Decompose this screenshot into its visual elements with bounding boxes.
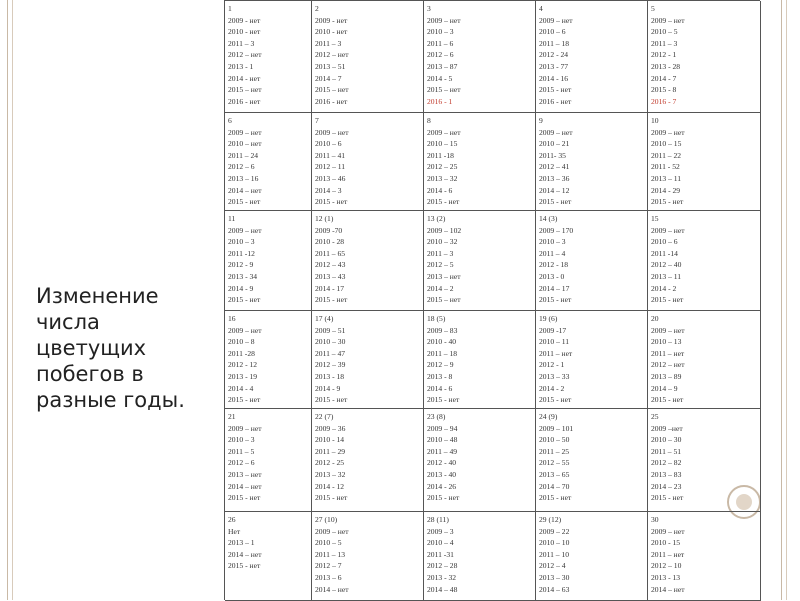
cell-line: 2011 – 65 [315, 248, 346, 258]
cell-line: 2012 – 55 [539, 458, 570, 468]
cell-line: 2012 – 43 [315, 260, 346, 270]
cell-line: 2010 – 30 [651, 435, 682, 445]
cell-line: 2013 – 30 [539, 572, 570, 582]
cell-line: 2010 – 3 [539, 237, 566, 247]
cell-line: 2010 – 11 [539, 337, 570, 347]
cell-line: 2014 - нет [228, 73, 261, 83]
cell-line: 2014 – нет [228, 549, 262, 559]
cell-line: 2013 – 87 [427, 61, 458, 71]
table-cell [225, 113, 312, 211]
cell-line: 2012 - 18 [539, 260, 569, 270]
cell-line: 2012 – 25 [427, 162, 458, 172]
cell-line: 2015 - нет [315, 295, 348, 305]
slide-frame-left [7, 0, 8, 600]
table-cell [312, 1, 424, 113]
cell-line: 2014 - 7 [651, 73, 677, 83]
cell-line: 2012 – 10 [651, 561, 682, 571]
cell-line: 2013 – 6 [315, 572, 342, 582]
cell-line: 2013 – 46 [315, 173, 346, 183]
cell-line: 2013 - 0 [539, 271, 565, 281]
cell-line: 2012 – 4 [539, 561, 566, 571]
cell-line: 2009 – нет [651, 225, 685, 235]
cell-line: 2012 – 6 [427, 50, 454, 60]
cell-line: 2009 – нет [315, 127, 349, 137]
table-cell [424, 311, 536, 409]
cell-line: 2015 - нет [539, 395, 572, 405]
cell-line: 2009 - нет [228, 15, 261, 25]
cell-line: 2014 - 12 [315, 481, 345, 491]
cell-line: 2009 – нет [228, 325, 262, 335]
cell-number: 19 (6) [539, 314, 558, 323]
table-cell [424, 1, 536, 113]
cell-line: 2009 – нет [651, 15, 685, 25]
cell-line: 2013 - 32 [427, 572, 457, 582]
cell-line: 2014 – 7 [315, 73, 342, 83]
cell-line: 2014 – нет [315, 584, 349, 594]
cell-line: 2013 – 36 [539, 173, 570, 183]
cell-line: 2014 - 6 [427, 185, 453, 195]
cell-line: 2010 - 40 [427, 337, 457, 347]
cell-line: 2014 - 29 [651, 185, 681, 195]
cell-line: 2013 – нет [427, 271, 461, 281]
cell-line: 2011 -12 [228, 248, 255, 258]
cell-number: 21 [228, 412, 236, 421]
cell-line: 2014 – нет [651, 584, 685, 594]
cell-line: 2014 - 9 [228, 283, 254, 293]
cell-line: 2015 – нет [427, 295, 461, 305]
cell-line: 2010 - 15 [651, 538, 681, 548]
cell-line: 2015 – нет [315, 85, 349, 95]
cell-line: 2012 - 1 [539, 360, 565, 370]
table-cell [424, 409, 536, 512]
cell-line: 2012 – 41 [539, 162, 570, 172]
cell-line: 2011 – 3 [427, 248, 454, 258]
cell-line: 2011 – 47 [315, 348, 346, 358]
cell-line: 2015 - нет [427, 197, 460, 207]
cell-number: 15 [651, 214, 659, 223]
table-cell [648, 1, 761, 113]
cell-line: 2009 – нет [315, 526, 349, 536]
cell-line: 2014 - 6 [427, 383, 453, 393]
table-cell [536, 311, 648, 409]
cell-line: 2014 – 17 [539, 283, 570, 293]
cell-line: 2014 - 4 [228, 383, 254, 393]
cell-line: 2015 - нет [315, 197, 348, 207]
cell-number: 1 [228, 4, 232, 13]
cell-number: 23 (8) [427, 412, 446, 421]
cell-line: 2014 - 26 [427, 481, 457, 491]
table-cell [424, 113, 536, 211]
cell-number: 13 (2) [427, 214, 446, 223]
table-cell [536, 113, 648, 211]
cell-number: 8 [427, 116, 431, 125]
cell-line: 2010 – 50 [539, 435, 570, 445]
table-cell [225, 512, 312, 601]
cell-line: 2015 - нет [427, 493, 460, 503]
cell-line: 2009 – 94 [427, 423, 458, 433]
cell-line: 2013 – 89 [651, 371, 682, 381]
data-table [224, 0, 760, 600]
table-cell [225, 409, 312, 512]
cell-line: 2011 – 3 [228, 38, 255, 48]
cell-line: 2012 – нет [651, 360, 685, 370]
cell-line: 2015 - нет [315, 493, 348, 503]
cell-line: 2011 – 3 [315, 38, 342, 48]
cell-line: Нет [228, 526, 241, 536]
table-cell [424, 512, 536, 601]
table-cell [424, 211, 536, 311]
cell-line: 2009 -17 [539, 325, 567, 335]
cell-line: 2011 -31 [427, 549, 454, 559]
slide-frame-right-inner [786, 0, 787, 600]
cell-number: 6 [228, 116, 232, 125]
slide-frame-left-inner [12, 0, 13, 600]
table-cell [648, 211, 761, 311]
cell-line: 2013 – 32 [427, 173, 458, 183]
cell-line: 2010 – 5 [651, 27, 678, 37]
cell-line: 2013 - 13 [651, 572, 681, 582]
cell-line: 2015 - 8 [651, 85, 677, 95]
cell-line: 2012 – 7 [315, 561, 342, 571]
cell-line: 2012 - 12 [228, 360, 258, 370]
cell-line: 2011 - 52 [651, 162, 680, 172]
cell-line: 2011 – 24 [228, 150, 259, 160]
table-cell [648, 311, 761, 409]
cell-line: 2010 – 15 [427, 139, 458, 149]
cell-line: 2014 – 3 [315, 185, 342, 195]
cell-line: 2009 – нет [427, 127, 461, 137]
cell-number: 11 [228, 214, 236, 223]
cell-line: 2009 – нет [539, 127, 573, 137]
cell-line: 2011 – 25 [539, 446, 570, 456]
slide-title: Изменение числа цветущих побегов в разные годы. [36, 284, 185, 412]
cell-line: 2014 – 2 [427, 283, 454, 293]
cell-number: 20 [651, 314, 659, 323]
cell-line: 2013 - 40 [427, 469, 457, 479]
cell-line: 2015 - нет [539, 493, 572, 503]
cell-line: 2010 – 3 [228, 237, 255, 247]
cell-line: 2013 – 11 [651, 271, 682, 281]
cell-line: 2011 – 18 [539, 38, 570, 48]
cell-number: 24 (9) [539, 412, 558, 421]
cell-line: 2009 – 36 [315, 423, 346, 433]
cell-line: 2011 – 13 [315, 549, 346, 559]
cell-line: 2012 – 39 [315, 360, 346, 370]
cell-line: 2016 - 7 [651, 96, 677, 106]
cell-line: 2011 -28 [228, 348, 255, 358]
cell-number: 9 [539, 116, 543, 125]
cell-line: 2011 – 22 [651, 150, 682, 160]
slide-frame-right [781, 0, 782, 600]
cell-line: 2011 – 41 [315, 150, 346, 160]
cell-number: 14 (3) [539, 214, 558, 223]
cell-number: 7 [315, 116, 319, 125]
cell-line: 2013 – 51 [315, 61, 346, 71]
table-cell [536, 409, 648, 512]
cell-line: 2013 - 18 [315, 371, 345, 381]
cell-number: 25 [651, 412, 659, 421]
cell-number: 4 [539, 4, 543, 13]
cell-line: 2016 - нет [315, 96, 348, 106]
cell-line: 2013 - 8 [427, 371, 453, 381]
cell-line: 2013 – 65 [539, 469, 570, 479]
cell-line: 2009 –нет [651, 423, 683, 433]
cell-number: 3 [427, 4, 431, 13]
cell-line: 2016 - нет [539, 96, 572, 106]
table-cell [312, 512, 424, 601]
cell-line: 2010 – 8 [228, 337, 255, 347]
cell-line: 2013 – 32 [315, 469, 346, 479]
cell-line: 2014 - 9 [315, 383, 341, 393]
cell-line: 2012 – 6 [228, 162, 255, 172]
cell-line: 2015 – нет [228, 85, 262, 95]
table-cell [312, 113, 424, 211]
cell-line: 2015 - нет [651, 295, 684, 305]
cell-line: 2010 – 21 [539, 139, 570, 149]
cell-line: 2012 – 5 [427, 260, 454, 270]
cell-line: 2009 – нет [651, 526, 685, 536]
cell-line: 2013 – 83 [651, 469, 682, 479]
cell-line: 2015 - нет [427, 395, 460, 405]
cell-line: 2012 – 11 [315, 162, 346, 172]
cell-line: 2011 – 3 [651, 38, 678, 48]
table-cell [648, 512, 761, 601]
cell-number: 10 [651, 116, 659, 125]
cell-line: 2013 - 28 [651, 61, 681, 71]
cell-line: 2014 – 9 [651, 383, 678, 393]
cell-number: 27 (10) [315, 515, 338, 524]
cell-line: 2009 – 170 [539, 225, 574, 235]
cell-line: 2016 - нет [228, 96, 261, 106]
cell-line: 2012 - 24 [539, 50, 569, 60]
cell-line: 2009 – 102 [427, 225, 462, 235]
cell-line: 2013 – 43 [315, 271, 346, 281]
table-cell [225, 1, 312, 113]
cell-line: 2014 – нет [228, 185, 262, 195]
cell-line: 2010 – 3 [228, 435, 255, 445]
cell-line: 2014 – 48 [427, 584, 458, 594]
table-cell [225, 211, 312, 311]
cell-line: 2010 - 14 [315, 435, 345, 445]
cell-line: 2012 – 9 [427, 360, 454, 370]
cell-line: 2011 – 49 [427, 446, 458, 456]
cell-line: 2011- 35 [539, 150, 566, 160]
cell-line: 2013 – 1 [228, 538, 255, 548]
cell-line: 2009 – 51 [315, 325, 346, 335]
table-cell [312, 311, 424, 409]
cell-line: 2011 – 51 [651, 446, 682, 456]
cell-number: 29 (12) [539, 515, 562, 524]
cell-line: 2015 - нет [315, 395, 348, 405]
cell-line: 2010 – 15 [651, 139, 682, 149]
cell-line: 2013 – 33 [539, 371, 570, 381]
cell-line: 2009 -70 [315, 225, 343, 235]
cell-number: 22 (7) [315, 412, 334, 421]
cell-line: 2011 – нет [539, 348, 573, 358]
cell-line: 2011 – 6 [427, 38, 454, 48]
cell-line: 2012 – 28 [427, 561, 458, 571]
cell-line: 2011 – нет [651, 348, 685, 358]
cell-line: 2012 – 82 [651, 458, 682, 468]
cell-line: 2010 – 5 [315, 538, 342, 548]
cell-number: 28 (11) [427, 515, 449, 524]
cell-line: 2010 – 6 [539, 27, 566, 37]
cell-number: 2 [315, 4, 319, 13]
cell-line: 2011 – нет [651, 549, 685, 559]
cell-line: 2009 – 101 [539, 423, 574, 433]
cell-line: 2015 – нет [427, 85, 461, 95]
cell-line: 2013 – нет [228, 469, 262, 479]
table-cell [648, 113, 761, 211]
cell-line: 2010 – 13 [651, 337, 682, 347]
cell-line: 2010 – 4 [427, 538, 454, 548]
cell-line: 2012 – нет [228, 50, 262, 60]
cell-line: 2012 – нет [315, 50, 349, 60]
cell-line: 2014 - 16 [539, 73, 569, 83]
cell-line: 2009 – нет [228, 423, 262, 433]
cell-line: 2011 – 29 [315, 446, 346, 456]
cell-number: 30 [651, 515, 659, 524]
cell-line: 2010 - нет [228, 27, 261, 37]
cell-line: 2014 - 2 [651, 283, 677, 293]
cell-line: 2014 - 2 [539, 383, 565, 393]
cell-line: 2016 - 1 [427, 96, 453, 106]
cell-line: 2013 - 34 [228, 271, 258, 281]
cell-line: 2013 – 11 [651, 173, 682, 183]
cell-number: 5 [651, 4, 655, 13]
cell-line: 2014 – 12 [539, 185, 570, 195]
cell-line: 2014 – 63 [539, 584, 570, 594]
cell-line: 2009 – нет [228, 225, 262, 235]
cell-line: 2009 - нет [315, 15, 348, 25]
cell-line: 2014 – 70 [539, 481, 570, 491]
cell-number: 16 [228, 314, 236, 323]
cell-line: 2009 – 83 [427, 325, 458, 335]
cell-line: 2009 – нет [651, 325, 685, 335]
cell-line: 2009 – 3 [427, 526, 454, 536]
cell-line: 2015 - нет [539, 197, 572, 207]
cell-line: 2010 - 28 [315, 237, 345, 247]
table-cell [536, 211, 648, 311]
cell-line: 2015 - нет [228, 561, 261, 571]
cell-line: 2015 - нет [228, 295, 261, 305]
cell-line: 2010 – 6 [315, 139, 342, 149]
cell-line: 2015 - нет [651, 395, 684, 405]
cell-number: 12 (1) [315, 214, 334, 223]
table-cell [536, 1, 648, 113]
cell-line: 2011 – 5 [228, 446, 255, 456]
table-cell [312, 211, 424, 311]
cell-line: 2015 - нет [651, 493, 684, 503]
cell-number: 26 [228, 515, 236, 524]
cell-line: 2012 - 40 [427, 458, 457, 468]
cell-line: 2013 – 16 [228, 173, 259, 183]
cell-line: 2013 - 77 [539, 61, 569, 71]
cell-line: 2010 – нет [228, 139, 262, 149]
cell-line: 2012 - 1 [651, 50, 677, 60]
cell-line: 2009 – нет [427, 15, 461, 25]
cell-line: 2011 -18 [427, 150, 454, 160]
cell-line: 2014 - 5 [427, 73, 453, 83]
cell-line: 2015 - нет [228, 395, 261, 405]
cell-line: 2010 – 6 [651, 237, 678, 247]
cell-line: 2015 - нет [539, 85, 572, 95]
cell-line: 2010 – 48 [427, 435, 458, 445]
cell-line: 2010 – 10 [539, 538, 570, 548]
table-cell [536, 512, 648, 601]
cell-line: 2012 - 9 [228, 260, 254, 270]
cell-line: 2010 – 32 [427, 237, 458, 247]
cell-line: 2013 - 1 [228, 61, 254, 71]
cell-number: 18 (5) [427, 314, 446, 323]
cell-line: 2012 – 40 [651, 260, 682, 270]
cell-line: 2011 – 18 [427, 348, 458, 358]
cell-line: 2015 - нет [651, 197, 684, 207]
table-cell [648, 409, 761, 512]
cell-line: 2010 – 30 [315, 337, 346, 347]
cell-line: 2009 – нет [539, 15, 573, 25]
cell-line: 2011 – 4 [539, 248, 566, 258]
cell-line: 2009 – 22 [539, 526, 570, 536]
cell-line: 2011 -14 [651, 248, 678, 258]
table-cell [225, 311, 312, 409]
cell-line: 2015 - нет [228, 197, 261, 207]
cell-line: 2009 – нет [228, 127, 262, 137]
cell-line: 2013 - 19 [228, 371, 258, 381]
cell-line: 2015 - нет [539, 295, 572, 305]
cell-line: 2014 - 17 [315, 283, 345, 293]
cell-line: 2015 - нет [228, 493, 261, 503]
cell-line: 2011 – 10 [539, 549, 570, 559]
cell-line: 2014 – 23 [651, 481, 682, 491]
cell-line: 2010 – 3 [427, 27, 454, 37]
cell-line: 2010 - нет [315, 27, 348, 37]
cell-line: 2012 - 25 [315, 458, 345, 468]
cell-number: 17 (4) [315, 314, 334, 323]
table-cell [312, 409, 424, 512]
cell-line: 2012 – 6 [228, 458, 255, 468]
cell-line: 2014 – нет [228, 481, 262, 491]
cell-line: 2009 – нет [651, 127, 685, 137]
